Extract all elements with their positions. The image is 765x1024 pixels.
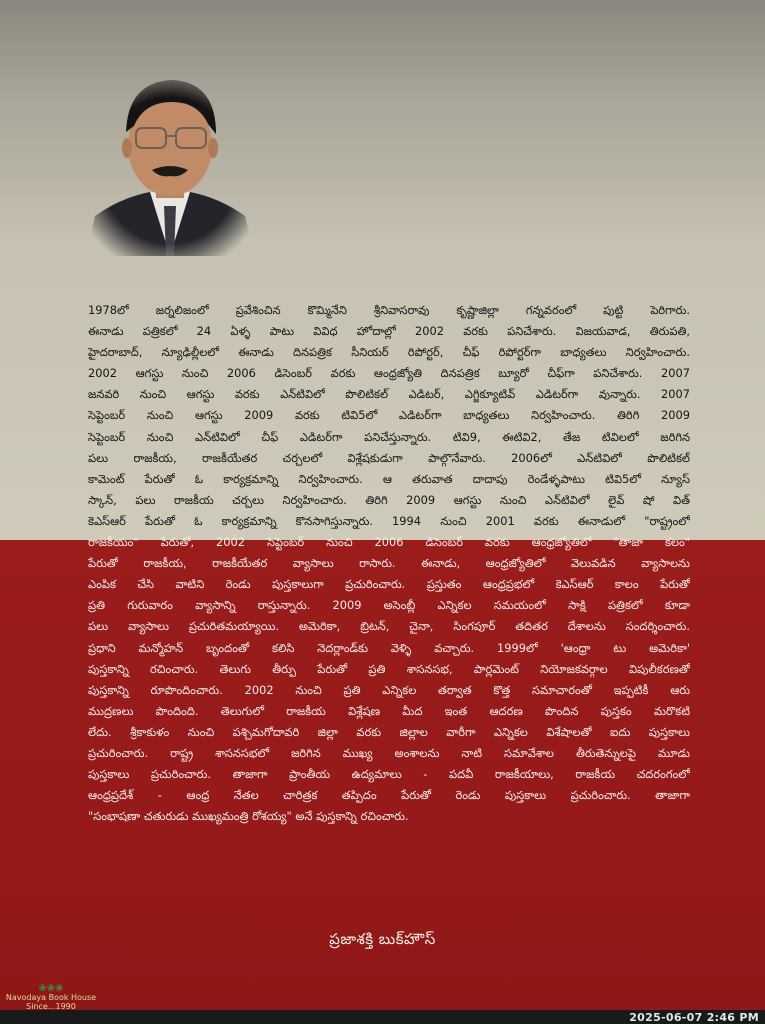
bio-line: పేరుతో రాజకీయ, రాజకీయేతర వ్యాసాలు రాసారు. ఈనాడు, ఆంధ్రజ్యోతిలో వెలువడిన వ్యాసాలను	[88, 556, 690, 571]
bio-line: జనవరి నుంచి ఆగస్టు వరకు ఎన్‌టివిలో పొలిటికల్ ఎడిటర్, ఎగ్జిక్యూటివ్ ఎడిటర్‌గా వున్నారు. 2007	[88, 387, 690, 402]
bio-line: పుస్తకాన్ని రచించారు. తెలుగు తీర్పు పేరుతో ప్రతి శాసనసభ, పార్లమెంట్ నియోజకవర్గాల విపులీకరణతో	[88, 661, 690, 676]
bio-line: లేదు. శ్రీకాకుళం నుంచి పశ్చిమగోదావరి జిల్లా వరకు జిల్లాల వారీగా ఎన్నికల విశేషాలతో ఐదు పుస్తకాలు	[88, 724, 690, 739]
bio-line: ప్రచురించారు. రాష్ట్ర శాసనసభలో జరిగిన ముఖ్య అంశాలను నాటి సమావేశాల తీరుతెన్నులపై మూడు	[88, 745, 690, 760]
bio-line: హైదరాబాద్, న్యూఢిల్లీలలో ఈనాడు దినపత్రిక సీనియర్ రిపోర్టర్, చీఫ్ రిపోర్టర్‌గా బాధ్యతలు నిర్వహించారు.	[88, 345, 690, 360]
bio-line: 1978లో జర్నలిజంలో ప్రవేశించిన కొమ్మినేని శ్రీనివాసరావు కృష్ణాజిల్లా గన్నవరంలో పుట్టి పెరిగారు.	[88, 303, 690, 317]
bio-line: ఈనాడు పత్రికలో 24 ఏళ్ళ పాటు వివిధ హోదాల్లో 2002 వరకు పనిచేశారు. విజయవాడ, తిరుపతి,	[88, 324, 690, 339]
bio-line: కెఎస్ఆర్ పేరుతో ఓ కార్యక్రమాన్ని కొనసాగిస్తున్నారు. 1994 నుంచి 2001 వరకు ఈనాడులో "రాష్ట్రంలో	[88, 513, 690, 528]
publisher-name: ప్రజాశక్తి బుక్‌హౌస్	[329, 930, 436, 948]
bio-line: ఎంపిక చేసి వాటిని రెండు పుస్తకాలుగా ప్రచురించారు. ప్రస్తుతం ఆంధ్రప్రభలో కెఎస్ఆర్ కాలం పేరుతో	[88, 577, 690, 592]
bio-line: సెప్టెంబర్ నుంచి ఆగస్టు 2009 వరకు టివి5లో ఎడిటర్‌గా బాధ్యతలు నిర్వహించారు. తిరిగి 2009	[88, 408, 690, 423]
store-since: Since...1990	[26, 1002, 76, 1010]
author-portrait	[80, 66, 260, 256]
bio-line: ముద్రణలు పొందింది. తెలుగులో రాజకీయ విశ్లేషణ మీద ఇంత ఆదరణ పొందిన పుస్తకం మరొకటి	[88, 703, 690, 718]
store-name: Navodaya Book House	[5, 993, 97, 1002]
bio-line: 2002 ఆగస్టు నుంచి 2006 డిసెంబర్ వరకు ఆంధ్రజ్యోతి దినపత్రిక బ్యూరో చీఫ్‌గా పనిచేశారు. 2007	[88, 366, 690, 381]
bio-line: సెప్టెంబర్ నుంచి ఎన్‌టివిలో చీఫ్ ఎడిటర్‌గా పనిచేస్తున్నారు. టివి9, ఈటివి2, తేజ టివిలలో జరిగిన	[88, 429, 690, 444]
capture-timestamp: 2025-06-07 2:46 PM	[629, 1011, 759, 1024]
bio-line: "సంభాషణా చతురుడు ముఖ్యమంత్రి రోశయ్య" అనే పుస్తకాన్ని రచించారు.	[88, 809, 409, 824]
bio-line: స్కాన్, పలు రాజకీయ చర్చలు నిర్వహించారు. తిరిగి 2009 ఆగస్టు నుంచి ఎన్‌టివిలో లైవ్ షో విత్	[88, 492, 690, 507]
store-watermark	[2, 984, 100, 1010]
bio-line: ప్రధాని మన్మోహన్ బృందంతో కలిసి నెదర్లాండ్‌కు వెళ్ళి వచ్చారు. 1999లో 'ఆంధ్రా టు అమెరికా'	[88, 640, 690, 655]
bio-line: పుస్తకాలు ప్రచురించారు. తాజాగా ప్రాంతీయ ఉద్యమాలు - పదవీ రాజకీయాలు, రాజకీయ చదరంగంలో	[88, 767, 690, 782]
bio-line: కామెంట్ పేరుతో ఓ కార్యక్రమాన్ని నిర్వహించారు. ఆ తరువాత దాదాపు రెండేళ్ళపాటు టివి5లో న్యూస్	[88, 471, 690, 486]
bio-line: ఆంధ్రప్రదేశ్ - ఆంధ్ర నేతల చారిత్రక తప్పిదం పేరుతో రెండు పుస్తకాలు ప్రచురించారు. తాజాగా	[88, 788, 690, 803]
bio-line: పుస్తకాన్ని రూపొందించారు. 2002 నుంచి ప్రతి ఎన్నికల తర్వాత కొత్త సమాచారంతో ఇప్పటికీ ఆరు	[88, 682, 690, 697]
bio-line: పలు రాజకీయ, రాజకీయేతర చర్చలలో విశ్లేషకుడుగా పాల్గొనేవారు. 2006లో ఎన్‌టివిలో పొలిటికల్	[88, 450, 690, 465]
store-logo-icon: ❀❀❀	[38, 983, 64, 994]
bio-line: ప్రతి గురువారం వ్యాసాన్ని రాస్తున్నారు. 2009 అసెంబ్లీ ఎన్నికల సమయంలో సాక్షి పత్రికలో కూడా	[88, 598, 690, 613]
bio-line: రాజకీయం" పేరుతో, 2002 సెప్టెంబర్ నుంచి 2006 డిసెంబర్ వరకు ఆంధ్రజ్యోతిలో "తాజా కలం"	[88, 535, 690, 550]
author-bio	[88, 300, 690, 827]
bio-line: పలు వ్యాసాలు ప్రచురితమయ్యాయి. అమెరికా, బ్రిటన్, చైనా, సింగపూర్ తదితర దేశాలను సందర్శించారు.	[88, 619, 690, 634]
